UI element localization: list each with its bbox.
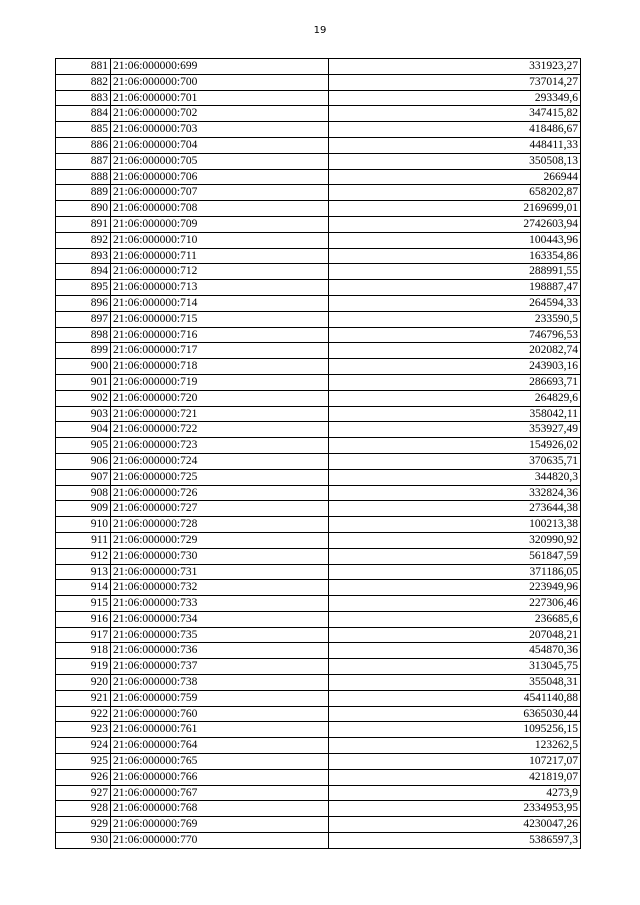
row-number-cell: 890 <box>56 201 111 217</box>
table-row <box>56 453 581 469</box>
table-row <box>56 359 581 375</box>
table-row <box>56 122 581 138</box>
cadastral-number-cell: 21:06:000000:761 <box>111 722 329 738</box>
cadastral-value-cell: 370635,71 <box>329 453 581 469</box>
row-number-cell: 886 <box>56 137 111 153</box>
cadastral-number-cell: 21:06:000000:767 <box>111 785 329 801</box>
cadastral-number-cell: 21:06:000000:704 <box>111 137 329 153</box>
table-row <box>56 643 581 659</box>
table-row <box>56 754 581 770</box>
cadastral-number-cell: 21:06:000000:709 <box>111 216 329 232</box>
cadastral-value-cell: 198887,47 <box>329 280 581 296</box>
row-number-cell: 907 <box>56 469 111 485</box>
cadastral-value-cell: 2742603,94 <box>329 216 581 232</box>
cadastral-number-cell: 21:06:000000:737 <box>111 659 329 675</box>
cadastral-value-cell: 355048,31 <box>329 675 581 691</box>
table-row <box>56 374 581 390</box>
cadastral-value-cell: 418486,67 <box>329 122 581 138</box>
row-number-cell: 902 <box>56 390 111 406</box>
cadastral-value-cell: 344820,3 <box>329 469 581 485</box>
cadastral-value-cell: 273644,38 <box>329 501 581 517</box>
cadastral-number-cell: 21:06:000000:720 <box>111 390 329 406</box>
row-number-cell: 881 <box>56 59 111 75</box>
cadastral-number-cell: 21:06:000000:723 <box>111 438 329 454</box>
row-number-cell: 917 <box>56 627 111 643</box>
table-row <box>56 264 581 280</box>
table-row <box>56 517 581 533</box>
table-row <box>56 833 581 849</box>
cadastral-number-cell: 21:06:000000:712 <box>111 264 329 280</box>
cadastral-value-cell: 658202,87 <box>329 185 581 201</box>
cadastral-number-cell: 21:06:000000:764 <box>111 738 329 754</box>
cadastral-number-cell: 21:06:000000:734 <box>111 611 329 627</box>
row-number-cell: 903 <box>56 406 111 422</box>
cadastral-value-cell: 100443,96 <box>329 232 581 248</box>
row-number-cell: 923 <box>56 722 111 738</box>
cadastral-number-cell: 21:06:000000:711 <box>111 248 329 264</box>
table-row <box>56 295 581 311</box>
table-row <box>56 390 581 406</box>
cadastral-number-cell: 21:06:000000:770 <box>111 833 329 849</box>
table-row <box>56 232 581 248</box>
cadastral-number-cell: 21:06:000000:769 <box>111 817 329 833</box>
cadastral-number-cell: 21:06:000000:706 <box>111 169 329 185</box>
row-number-cell: 885 <box>56 122 111 138</box>
cadastral-number-cell: 21:06:000000:701 <box>111 90 329 106</box>
table-row <box>56 327 581 343</box>
table-row <box>56 690 581 706</box>
table-row <box>56 422 581 438</box>
table-row <box>56 659 581 675</box>
row-number-cell: 914 <box>56 580 111 596</box>
cadastral-number-cell: 21:06:000000:718 <box>111 359 329 375</box>
cadastral-value-cell: 358042,11 <box>329 406 581 422</box>
table-row <box>56 59 581 75</box>
cadastral-number-cell: 21:06:000000:708 <box>111 201 329 217</box>
row-number-cell: 888 <box>56 169 111 185</box>
row-number-cell: 922 <box>56 706 111 722</box>
row-number-cell: 930 <box>56 833 111 849</box>
cadastral-number-cell: 21:06:000000:760 <box>111 706 329 722</box>
cadastral-value-cell: 5386597,3 <box>329 833 581 849</box>
cadastral-number-cell: 21:06:000000:733 <box>111 596 329 612</box>
page-number: 19 <box>313 25 327 36</box>
row-number-cell: 926 <box>56 769 111 785</box>
table-row <box>56 90 581 106</box>
cadastral-number-cell: 21:06:000000:726 <box>111 485 329 501</box>
row-number-cell: 911 <box>56 532 111 548</box>
cadastral-number-cell: 21:06:000000:729 <box>111 532 329 548</box>
cadastral-value-cell: 288991,55 <box>329 264 581 280</box>
table-row <box>56 769 581 785</box>
table-row <box>56 248 581 264</box>
row-number-cell: 916 <box>56 611 111 627</box>
table-row <box>56 311 581 327</box>
cadastral-value-cell: 163354,86 <box>329 248 581 264</box>
table-row <box>56 501 581 517</box>
cadastral-number-cell: 21:06:000000:700 <box>111 74 329 90</box>
table-row <box>56 406 581 422</box>
cadastral-number-cell: 21:06:000000:736 <box>111 643 329 659</box>
table-row <box>56 706 581 722</box>
cadastral-number-cell: 21:06:000000:766 <box>111 769 329 785</box>
table-row <box>56 722 581 738</box>
cadastral-number-cell: 21:06:000000:735 <box>111 627 329 643</box>
table-row <box>56 627 581 643</box>
cadastral-value-cell: 746796,53 <box>329 327 581 343</box>
row-number-cell: 898 <box>56 327 111 343</box>
row-number-cell: 918 <box>56 643 111 659</box>
cadastral-number-cell: 21:06:000000:730 <box>111 548 329 564</box>
cadastral-value-cell: 202082,74 <box>329 343 581 359</box>
table-row <box>56 817 581 833</box>
table-row <box>56 785 581 801</box>
cadastral-value-cell: 223949,96 <box>329 580 581 596</box>
cadastral-number-cell: 21:06:000000:714 <box>111 295 329 311</box>
cadastral-value-cell: 561847,59 <box>329 548 581 564</box>
cadastral-number-cell: 21:06:000000:716 <box>111 327 329 343</box>
cadastral-value-cell: 293349,6 <box>329 90 581 106</box>
cadastral-value-cell: 107217,07 <box>329 754 581 770</box>
row-number-cell: 915 <box>56 596 111 612</box>
cadastral-number-cell: 21:06:000000:702 <box>111 106 329 122</box>
row-number-cell: 905 <box>56 438 111 454</box>
cadastral-number-cell: 21:06:000000:724 <box>111 453 329 469</box>
row-number-cell: 920 <box>56 675 111 691</box>
cadastral-value-cell: 737014,27 <box>329 74 581 90</box>
row-number-cell: 897 <box>56 311 111 327</box>
row-number-cell: 901 <box>56 374 111 390</box>
row-number-cell: 883 <box>56 90 111 106</box>
cadastral-number-cell: 21:06:000000:703 <box>111 122 329 138</box>
cadastral-value-cell: 266944 <box>329 169 581 185</box>
cadastral-value-cell: 448411,33 <box>329 137 581 153</box>
cadastral-value-cell: 331923,27 <box>329 59 581 75</box>
cadastral-value-cell: 100213,38 <box>329 517 581 533</box>
row-number-cell: 927 <box>56 785 111 801</box>
table-row <box>56 343 581 359</box>
cadastral-number-cell: 21:06:000000:727 <box>111 501 329 517</box>
cadastral-number-cell: 21:06:000000:722 <box>111 422 329 438</box>
row-number-cell: 904 <box>56 422 111 438</box>
table-row <box>56 74 581 90</box>
table-row <box>56 280 581 296</box>
table-row <box>56 469 581 485</box>
table-row <box>56 185 581 201</box>
row-number-cell: 894 <box>56 264 111 280</box>
cadastral-number-cell: 21:06:000000:715 <box>111 311 329 327</box>
cadastral-number-cell: 21:06:000000:738 <box>111 675 329 691</box>
table-row <box>56 580 581 596</box>
cadastral-number-cell: 21:06:000000:717 <box>111 343 329 359</box>
cadastral-value-cell: 236685,6 <box>329 611 581 627</box>
cadastral-number-cell: 21:06:000000:731 <box>111 564 329 580</box>
cadastral-value-cell: 227306,46 <box>329 596 581 612</box>
cadastral-value-cell: 2334953,95 <box>329 801 581 817</box>
row-number-cell: 895 <box>56 280 111 296</box>
table-row <box>56 532 581 548</box>
cadastral-number-cell: 21:06:000000:765 <box>111 754 329 770</box>
cadastral-number-cell: 21:06:000000:721 <box>111 406 329 422</box>
cadastral-value-cell: 347415,82 <box>329 106 581 122</box>
row-number-cell: 909 <box>56 501 111 517</box>
row-number-cell: 899 <box>56 343 111 359</box>
row-number-cell: 921 <box>56 690 111 706</box>
table-row <box>56 438 581 454</box>
row-number-cell: 884 <box>56 106 111 122</box>
row-number-cell: 928 <box>56 801 111 817</box>
table-row <box>56 801 581 817</box>
cadastral-value-cell: 421819,07 <box>329 769 581 785</box>
row-number-cell: 919 <box>56 659 111 675</box>
table-row <box>56 485 581 501</box>
cadastral-value-cell: 286693,71 <box>329 374 581 390</box>
row-number-cell: 913 <box>56 564 111 580</box>
table-row <box>56 216 581 232</box>
cadastral-number-cell: 21:06:000000:713 <box>111 280 329 296</box>
cadastral-value-cell: 4273,9 <box>329 785 581 801</box>
row-number-cell: 908 <box>56 485 111 501</box>
cadastral-value-cell: 233590,5 <box>329 311 581 327</box>
row-number-cell: 891 <box>56 216 111 232</box>
table-body <box>56 59 581 849</box>
cadastral-value-cell: 320990,92 <box>329 532 581 548</box>
row-number-cell: 887 <box>56 153 111 169</box>
row-number-cell: 889 <box>56 185 111 201</box>
cadastral-value-cell: 4230047,26 <box>329 817 581 833</box>
row-number-cell: 900 <box>56 359 111 375</box>
cadastral-number-cell: 21:06:000000:705 <box>111 153 329 169</box>
row-number-cell: 892 <box>56 232 111 248</box>
cadastral-number-cell: 21:06:000000:719 <box>111 374 329 390</box>
cadastral-value-cell: 6365030,44 <box>329 706 581 722</box>
cadastral-number-cell: 21:06:000000:732 <box>111 580 329 596</box>
cadastral-value-cell: 4541140,88 <box>329 690 581 706</box>
row-number-cell: 929 <box>56 817 111 833</box>
cadastral-number-cell: 21:06:000000:699 <box>111 59 329 75</box>
cadastral-value-cell: 264829,6 <box>329 390 581 406</box>
row-number-cell: 893 <box>56 248 111 264</box>
cadastral-number-cell: 21:06:000000:725 <box>111 469 329 485</box>
cadastral-value-cell: 350508,13 <box>329 153 581 169</box>
cadastral-number-cell: 21:06:000000:768 <box>111 801 329 817</box>
table-row <box>56 169 581 185</box>
cadastral-value-cell: 313045,75 <box>329 659 581 675</box>
table-row <box>56 564 581 580</box>
cadastral-number-cell: 21:06:000000:710 <box>111 232 329 248</box>
row-number-cell: 906 <box>56 453 111 469</box>
row-number-cell: 896 <box>56 295 111 311</box>
cadastral-value-cell: 154926,02 <box>329 438 581 454</box>
table-row <box>56 137 581 153</box>
cadastral-value-cell: 264594,33 <box>329 295 581 311</box>
cadastral-number-cell: 21:06:000000:728 <box>111 517 329 533</box>
table-row <box>56 675 581 691</box>
table-row <box>56 201 581 217</box>
cadastral-value-cell: 2169699,01 <box>329 201 581 217</box>
cadastral-value-cell: 243903,16 <box>329 359 581 375</box>
table-row <box>56 106 581 122</box>
table-row <box>56 153 581 169</box>
row-number-cell: 924 <box>56 738 111 754</box>
table-row <box>56 548 581 564</box>
cadastral-number-cell: 21:06:000000:759 <box>111 690 329 706</box>
cadastral-value-cell: 353927,49 <box>329 422 581 438</box>
table-row <box>56 738 581 754</box>
cadastral-value-table <box>55 58 581 849</box>
table-row <box>56 611 581 627</box>
cadastral-value-cell: 123262,5 <box>329 738 581 754</box>
row-number-cell: 925 <box>56 754 111 770</box>
cadastral-value-cell: 332824,36 <box>329 485 581 501</box>
cadastral-value-cell: 207048,21 <box>329 627 581 643</box>
cadastral-value-cell: 371186,05 <box>329 564 581 580</box>
row-number-cell: 912 <box>56 548 111 564</box>
cadastral-value-cell: 454870,36 <box>329 643 581 659</box>
table-row <box>56 596 581 612</box>
cadastral-value-cell: 1095256,15 <box>329 722 581 738</box>
row-number-cell: 882 <box>56 74 111 90</box>
cadastral-number-cell: 21:06:000000:707 <box>111 185 329 201</box>
row-number-cell: 910 <box>56 517 111 533</box>
